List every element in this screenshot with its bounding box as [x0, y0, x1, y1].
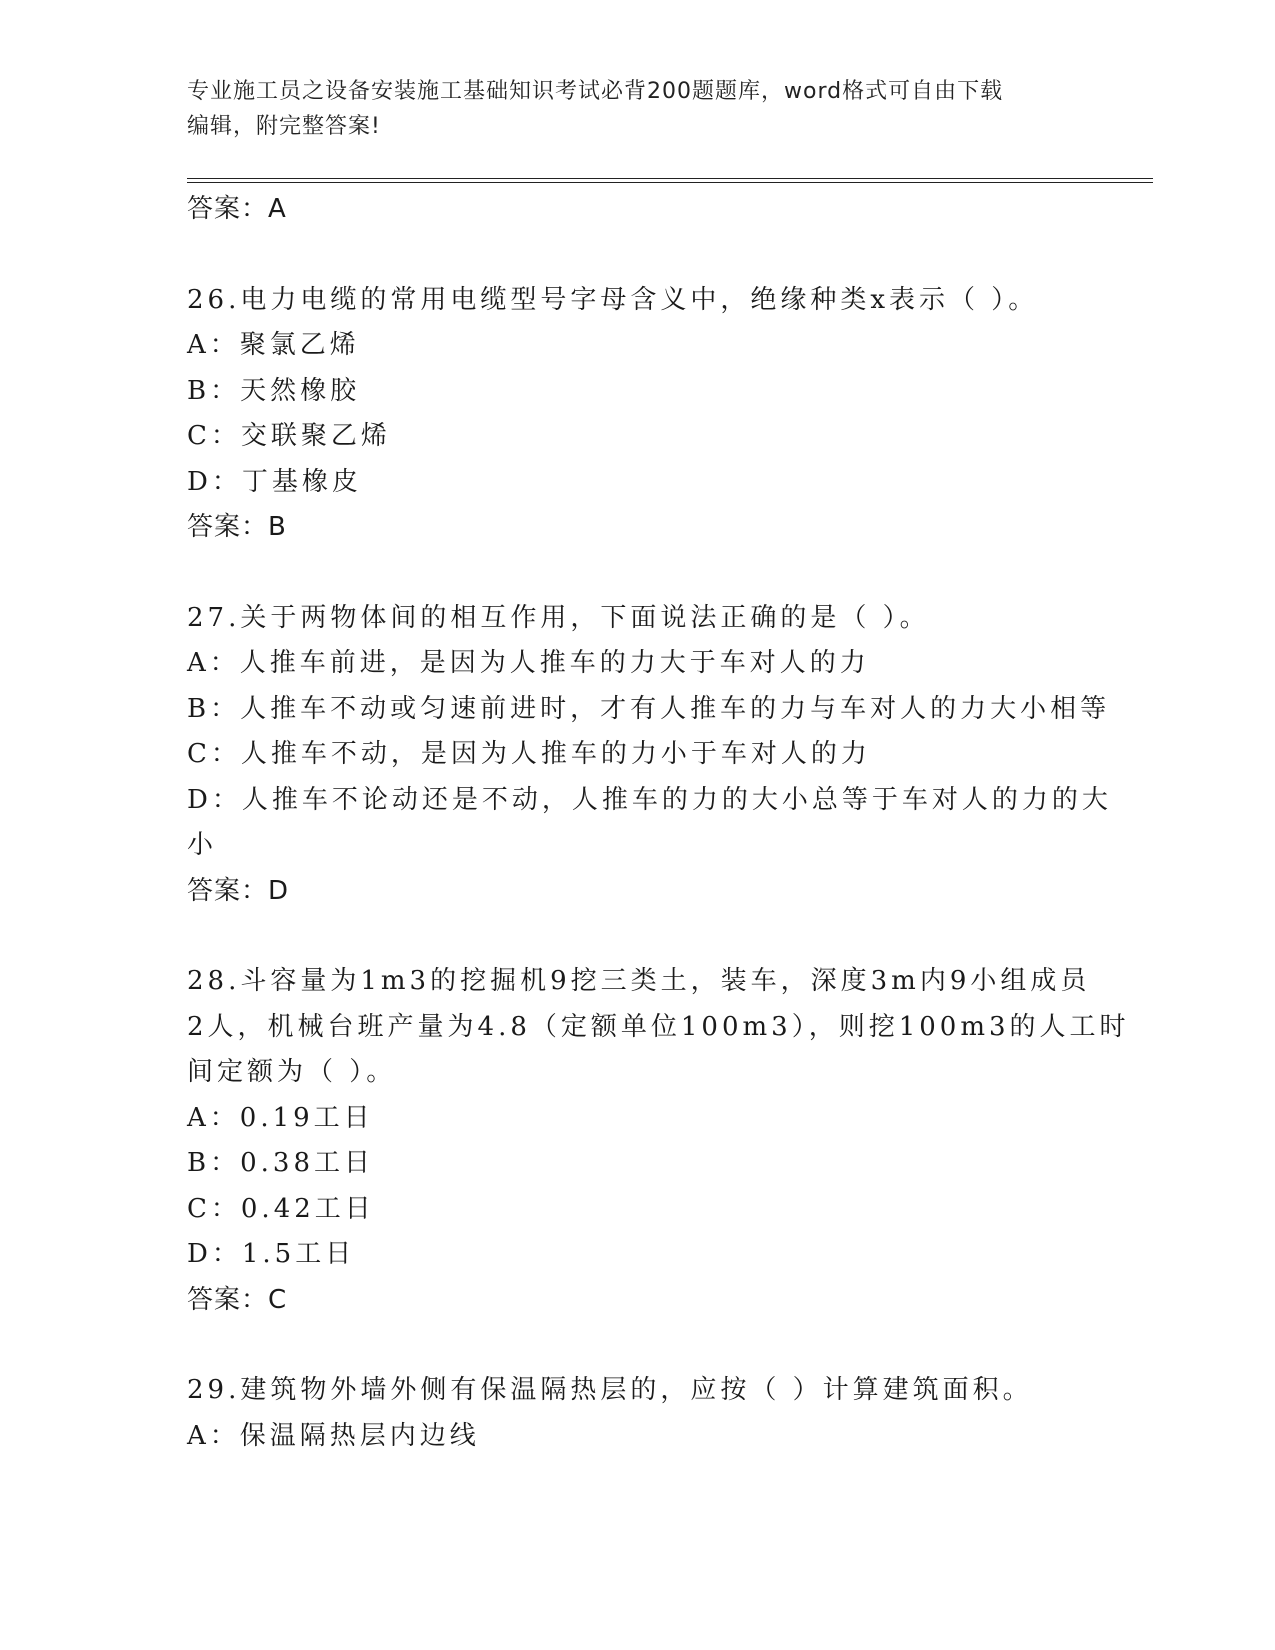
header-divider-bottom [187, 182, 1153, 183]
option-b: B：人推车不动或匀速前进时，才有人推车的力与车对人的力大小相等 [187, 693, 1111, 724]
option-d: D：丁基橡皮 [187, 466, 362, 497]
spacer [187, 914, 1087, 959]
answer-value: B [268, 512, 287, 542]
answer-line [187, 187, 1087, 233]
option-a: A：0.19工日 [187, 1102, 374, 1133]
answer-value: D [268, 875, 290, 906]
spacer [187, 233, 1087, 278]
option-d: D：1.5工日 [187, 1239, 356, 1269]
question-text: 29.建筑物外墙外侧有保温隔热层的，应按（ ）计算建筑面积。 [187, 1375, 1033, 1405]
option-a: A：保温隔热层内边线 [187, 1420, 480, 1451]
option-b: B：天然橡胶 [187, 375, 361, 406]
option-c: C：0.42工日 [187, 1193, 375, 1224]
answer-prefix: 答案： [187, 512, 269, 542]
spacer [187, 1323, 1087, 1368]
option-d: D：人推车不论动还是不动，人推车的力的大小总等于车对人的力的大 [187, 784, 1112, 815]
answer-line [187, 505, 1087, 551]
header-line-2: 编辑，附完整答案! [187, 114, 381, 139]
answer-line [187, 869, 1087, 915]
answer-prefix: 答案： [187, 875, 269, 906]
header-divider-top [187, 178, 1153, 179]
answer-prefix: 答案： [187, 194, 269, 224]
header-line-1: 专业施工员之设备安装施工基础知识考试必背200题题库，word格式可自由下载 [187, 79, 1004, 104]
question-text: 27.关于两物体间的相互作用，下面说法正确的是（ ）。 [187, 602, 930, 633]
spacer [187, 551, 1087, 596]
option-c: C：交联聚乙烯 [187, 421, 391, 451]
question-text-line-1: 28.斗容量为1m3的挖掘机9挖三类土，装车，深度3m内9小组成员 [187, 966, 1091, 996]
answer-value: A [268, 194, 287, 224]
option-c: C：人推车不动，是因为人推车的力小于车对人的力 [187, 739, 871, 769]
option-d-continuation: 小 [187, 830, 218, 860]
answer-value: C [268, 1284, 288, 1315]
option-a: A：聚氯乙烯 [187, 330, 360, 360]
question-list [187, 187, 1130, 1459]
question-text: 26.电力电缆的常用电缆型号字母含义中，绝缘种类x表示（ ）。 [187, 284, 1039, 315]
option-a: A：人推车前进，是因为人推车的力大于车对人的力 [187, 648, 870, 678]
answer-prefix: 答案： [187, 1284, 269, 1315]
answer-line [187, 1278, 1087, 1324]
question-text-line-3: 间定额为（ ）。 [187, 1057, 397, 1087]
question-text-line-2: 2人，机械台班产量为4.8（定额单位100m3），则挖100m3的人工时 [187, 1011, 1130, 1042]
document-header [187, 74, 1087, 144]
option-b: B：0.38工日 [187, 1148, 374, 1178]
